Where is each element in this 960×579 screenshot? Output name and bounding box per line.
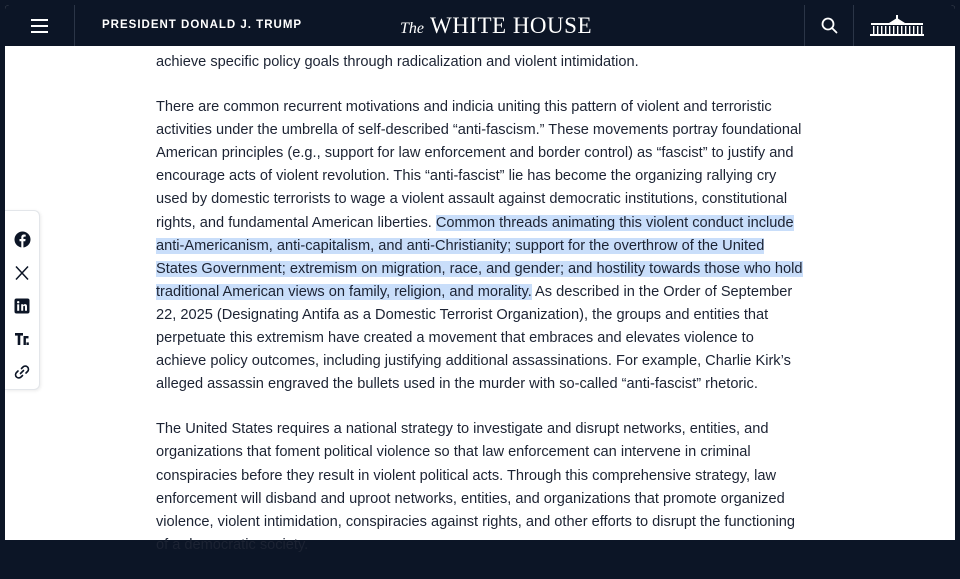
white-house-building-icon[interactable]	[867, 14, 927, 38]
facebook-icon[interactable]	[13, 230, 31, 248]
truth-social-icon[interactable]	[13, 330, 31, 348]
article-paragraph-1	[156, 96, 806, 396]
menu-button[interactable]	[5, 5, 75, 46]
logo-prefix: The	[400, 20, 424, 37]
linkedin-icon[interactable]	[13, 297, 31, 315]
x-twitter-icon[interactable]	[13, 264, 31, 282]
president-link[interactable]: PRESIDENT DONALD J. TRUMP	[102, 19, 303, 31]
article-paragraph-2: The United States requires a national strategy to investigate and disrupt networks, entities, and organizations that foment political violence so that law enforcement can intervene in criminal conspiracies before they result in violent political acts. Through this comprehensive strategy, law enforcement will disband and uproot networks, entities, and organizations that promote organized violence, violent intimidation, conspiracies against rights, and other efforts to disrupt the functioning of a democratic society.	[156, 421, 795, 553]
share-bar	[5, 210, 40, 390]
page	[5, 5, 955, 553]
paragraph-text: As described in the Order of September 22, 2025 (Designating Antifa as a Domestic Terrorist Organization), the groups and entities that perpetuate this extremism have created a movement that embraces and elevates violence to achieve policy outcomes, including justifying additional assassinations. For example, Charlie Kirk’s alleged assassin engraved the bullets used in the murder with so-called “anti-fascist” rhetoric.	[156, 283, 793, 393]
copy-link-icon[interactable]	[13, 363, 31, 381]
search-icon	[821, 17, 838, 34]
logo-main: WHITE HOUSE	[430, 13, 592, 38]
hamburger-icon	[31, 17, 48, 35]
article-paragraph-0: achieve specific policy goals through radicalization and violent intimidation.	[156, 54, 639, 70]
site-header	[5, 5, 955, 46]
paragraph-text: There are common recurrent motivations and indicia uniting this pattern of violent and terroristic activities under the umbrella of self-described “anti-fascism.” These movements portray foundational American principles (e.g., support for law enforcement and border control) as “fascist” to justify and encourage acts of violent revolution. This “anti-fascist” lie has become the organizing rallying cry used by domestic terrorists to wage a violent assault against democratic institutions, constitutional rights, and fundamental American liberties.	[156, 99, 802, 231]
article-body	[156, 51, 806, 579]
highlighted-text-selection[interactable]: Common threads animating this violent conduct include anti-Americanism, anti-capitalism, and anti-Christianity; support for the overthrow of the United States Government; extremism on migration, race, and gender; and hostility towards those who hold traditional American views on family, religion, and morality.	[156, 214, 803, 300]
search-button[interactable]	[804, 5, 854, 46]
white-house-logo[interactable]	[400, 5, 592, 46]
